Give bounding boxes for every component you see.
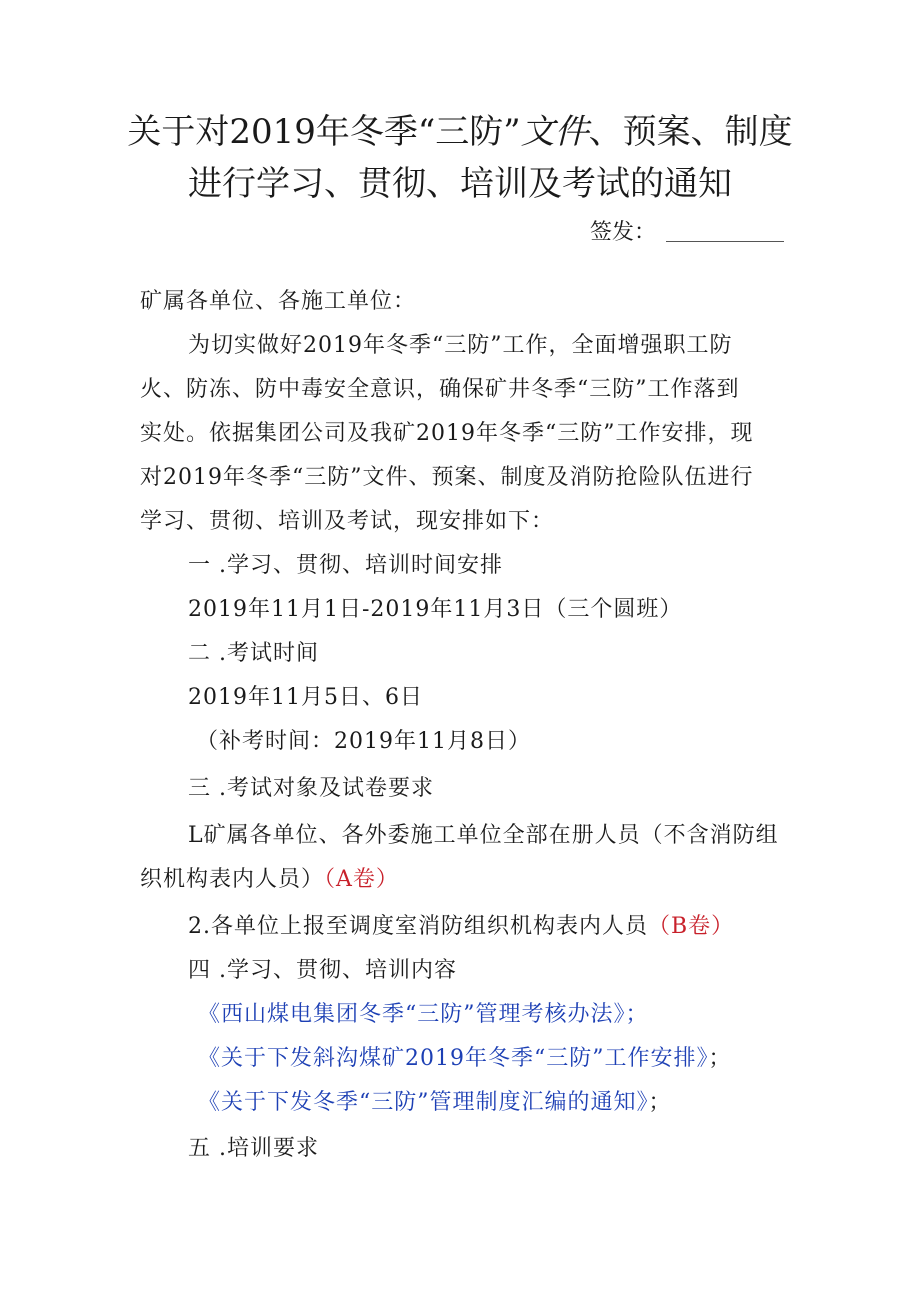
sign-off-label: 签发： [590, 220, 657, 245]
list-item-text [140, 865, 399, 895]
paragraph-line: 为切实做好2019年冬季“三防”工作，全面增强职工防 [188, 333, 733, 358]
paragraph-line: 学习、贯彻、培训及考试，现安排如下： [140, 509, 555, 534]
title-text-1: 关于对2019年冬季“三防” [127, 112, 521, 152]
paragraph-line: 实处。依据集团公司及我矿2019年冬季“三防”工作安排，现 [140, 421, 754, 446]
list-item-text-part: 2.各单位上报至调度室消防组织机构表内人员 [188, 914, 648, 939]
sign-off-blank-line [666, 241, 784, 242]
section-heading-1: 一 .学习、贯彻、培训时间安排 [188, 553, 503, 578]
exam-paper-tag-b: （B卷） [648, 914, 735, 939]
referenced-document [198, 1088, 672, 1118]
title-italic-text: 文件 [520, 112, 589, 152]
list-item-text: L矿属各单位、各外委施工单位全部在册人员（不含消防组 [188, 823, 779, 848]
title-text-2: 、预案、制度 [588, 112, 793, 152]
section-text: 2019年11月1日-2019年11月3日（三个圆班） [188, 597, 683, 622]
referenced-document-title: 《关于下发斜沟煤矿2019年冬季“三防”工作安排》 [198, 1046, 709, 1071]
section-text: 2019年11月5日、6日 [188, 685, 423, 710]
section-heading-3: 三 .考试对象及试卷要求 [188, 776, 434, 801]
section-heading-5: 五 .培训要求 [188, 1136, 319, 1161]
referenced-document: 《西山煤电集团冬季“三防”管理考核办法》； [198, 1002, 649, 1027]
section-heading-4: 四 .学习、贯彻、培训内容 [188, 958, 457, 983]
paragraph-line: 对2019年冬季“三防”文件、预案、制度及消防抢险队伍进行 [140, 465, 754, 490]
referenced-document [198, 1044, 732, 1074]
referenced-document-title: 《关于下发冬季“三防”管理制度汇编的通知》 [198, 1090, 649, 1115]
punctuation: ； [708, 1046, 732, 1071]
document-title-line-2: 进行学习、贯彻、培训及考试的通知 [188, 164, 732, 204]
list-item-text-part: 织机构表内人员） [140, 867, 325, 892]
addressee: 矿属各单位、各施工单位： [140, 289, 417, 314]
list-item-text [188, 912, 734, 942]
punctuation: ； [648, 1090, 672, 1115]
section-heading-2: 二 .考试时间 [188, 641, 319, 666]
document-title-line-1 [100, 112, 820, 152]
exam-paper-tag-a: （A卷） [324, 867, 399, 892]
makeup-exam-note: （补考时间：2019年11月8日） [196, 729, 531, 754]
paragraph-line: 火、防冻、防中毒安全意识，确保矿井冬季“三防”工作落到 [140, 377, 740, 402]
